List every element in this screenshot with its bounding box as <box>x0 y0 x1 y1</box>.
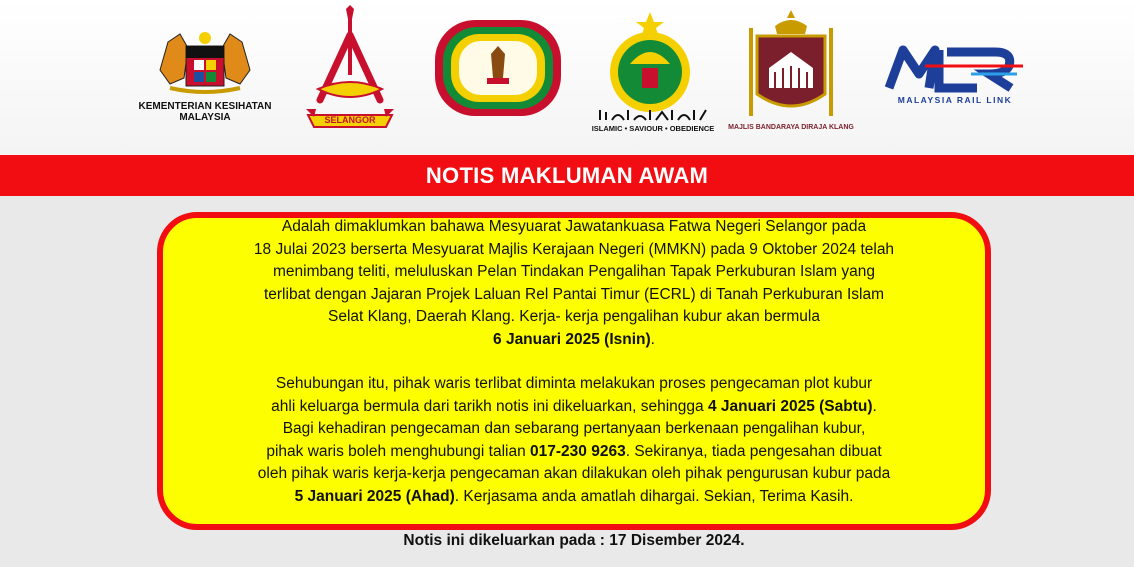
notice-line: menimbang teliti, meluluskan Pelan Tindakan Pengalihan Tapak Perkuburan Islam yang <box>273 263 875 280</box>
malaysia-coat-of-arms-icon <box>150 30 260 100</box>
notice-line: Selat Klang, Daerah Klang. Kerja- kerja pengalihan kubur akan bermula <box>328 308 820 325</box>
contact-phone: 017-230 9263 <box>530 442 626 460</box>
notice-line: 5 Januari 2025 (Ahad). Kerjasama anda amatlah dihargai. Sekian, Terima Kasih. <box>294 487 854 505</box>
kkm-caption-line1: KEMENTERIAN KESIHATAN <box>138 101 272 112</box>
banner-title: NOTIS MAKLUMAN AWAM <box>425 162 709 188</box>
notice-line: terlibat dengan Jajaran Projek Laluan Rel Pantai Timur (ECRL) di Tanah Perkuburan Islam <box>263 285 885 303</box>
notice-line: ahli keluarga bermula dari tarikh notis ini dikeluarkan, sehingga 4 Januari 2025 (Sabtu). <box>271 397 877 415</box>
notice-line: Sehubungan itu, pihak waris terlibat diminta melakukan proses pengecaman plot kubur <box>275 375 873 392</box>
mbdk-crest-icon <box>735 8 847 128</box>
jais-script-mark <box>598 108 708 122</box>
mrl-caption: MALAYSIA RAIL LINK <box>897 95 1013 105</box>
start-date: 6 Januari 2025 (Isnin) <box>493 330 651 348</box>
fallback-date: 5 Januari 2025 (Ahad) <box>294 487 455 505</box>
mrl-logo-icon <box>885 44 1027 94</box>
mufti-selangor-emblem-icon <box>433 18 563 118</box>
jais-caption: ISLAMIC • SAVIOUR • OBEDIENCE <box>591 124 715 133</box>
selangor-caption: SELANGOR <box>324 115 376 125</box>
kkm-caption-line2: MALAYSIA <box>179 112 231 123</box>
jais-emblem-icon <box>598 12 702 112</box>
notice-line: 6 Januari 2025 (Isnin). <box>493 330 655 348</box>
notice-line: Bagi kehadiran pengecaman dan sebarang pertanyaan berkenaan pengalihan kubur, <box>282 420 866 437</box>
selangor-crest-icon <box>300 5 400 130</box>
notice-line: oleh pihak waris kerja-kerja pengecaman akan dilakukan oleh pihak pengurusan kubur pada <box>257 465 891 482</box>
notice-banner <box>0 155 1134 196</box>
notice-line: 18 Julai 2023 berserta Mesyuarat Majlis Kerajaan Negeri (MMKN) pada 9 Oktober 2024 telah <box>253 240 895 258</box>
notice-line: pihak waris boleh menghubungi talian 017-230 9263. Sekiranya, tiada pengesahan dibuat <box>266 442 882 460</box>
notice-issue-date: Notis ini dikeluarkan pada : 17 Disember 2024. <box>403 532 745 549</box>
deadline-date: 4 Januari 2025 (Sabtu) <box>707 397 873 415</box>
notice-text <box>157 216 991 553</box>
notice-line: Adalah dimaklumkan bahawa Mesyuarat Jawatankuasa Fatwa Negeri Selangor pada <box>281 218 867 235</box>
mbdk-caption: MAJLIS BANDARAYA DIRAJA KLANG <box>728 124 854 131</box>
